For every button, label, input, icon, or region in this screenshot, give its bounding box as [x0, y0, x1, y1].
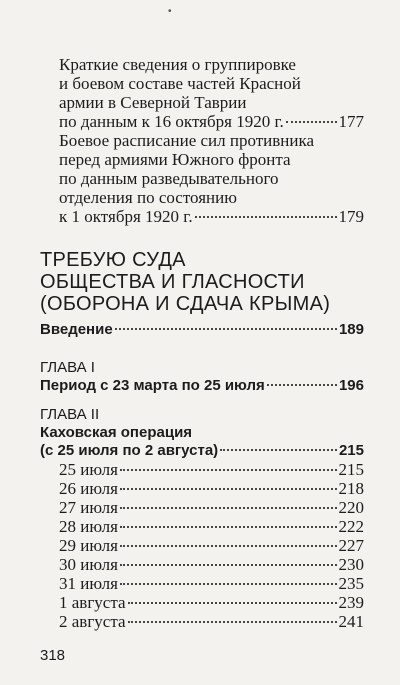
page-ref: 177 [338, 112, 364, 131]
date-label: 30 июля [59, 555, 118, 574]
entry-line: и боевом составе частей Красной [59, 74, 301, 93]
entry-line: Краткие сведения о группировке [59, 55, 296, 74]
page-ref: 215 [338, 442, 364, 459]
list-item [59, 555, 364, 574]
dot-leader [120, 469, 337, 471]
part-title-line: ОБЩЕСТВА И ГЛАСНОСТИ [40, 271, 305, 293]
page-ref: 179 [338, 207, 364, 226]
chapter-heading: ГЛАВА I [40, 359, 95, 376]
page-ref: 196 [338, 377, 364, 394]
dot-leader [120, 583, 337, 585]
page-number: 318 [40, 647, 66, 664]
list-item [59, 460, 364, 479]
page-ref: 218 [338, 479, 364, 498]
entry-line: к 1 октября 1920 г. [59, 207, 193, 226]
dot-leader [128, 621, 337, 623]
entry-title: Введение [40, 321, 113, 338]
list-item [59, 517, 364, 536]
entry-last-line [59, 207, 364, 226]
dot-leader [120, 488, 337, 490]
chapter-heading: ГЛАВА II [40, 406, 100, 423]
page-ref: 235 [338, 574, 364, 593]
date-label: 29 июля [59, 536, 118, 555]
page-ref: 189 [338, 321, 364, 338]
dot-leader [195, 216, 337, 218]
toc-entry-introduction [40, 321, 364, 339]
dot-leader [120, 526, 337, 528]
dot-leader [115, 328, 337, 330]
part-title-line: ТРЕБУЮ СУДА [40, 249, 186, 271]
date-label: 1 августа [59, 593, 126, 612]
dot-leader [286, 121, 337, 123]
toc-entry-chapter-1 [40, 359, 364, 395]
entry-title: Период с 23 марта по 25 июля [40, 377, 265, 394]
date-label: 31 июля [59, 574, 118, 593]
date-label: 28 июля [59, 517, 118, 536]
date-label: 25 июля [59, 460, 118, 479]
dot-leader [120, 507, 337, 509]
page-ref: 215 [338, 460, 364, 479]
entry-line: перед армиями Южного фронта [59, 150, 291, 169]
toc-entry-chapter-2 [40, 406, 364, 460]
list-item [59, 612, 364, 631]
dot-leader [220, 449, 337, 451]
date-label: 26 июля [59, 479, 118, 498]
date-label: 27 июля [59, 498, 118, 517]
page-ref: 227 [338, 536, 364, 555]
entry-last-line [59, 112, 364, 131]
dot-leader [267, 384, 337, 386]
toc-entry-battle-schedule [59, 131, 364, 226]
entry-line: отделения по состоянию [59, 188, 237, 207]
entry-title: (с 25 июля по 2 августа) [40, 442, 219, 459]
page-ref: 230 [338, 555, 364, 574]
date-label: 2 августа [59, 612, 126, 631]
page-ref: 222 [338, 517, 364, 536]
list-item [59, 479, 364, 498]
page-ref: 241 [338, 612, 364, 631]
entry-line: по данным разведывательного [59, 169, 279, 188]
intro-entries [59, 55, 364, 226]
part-title-line: (ОБОРОНА И СДАЧА КРЫМА) [40, 293, 331, 315]
page-ref: 239 [338, 593, 364, 612]
entry-line: по данным к 16 октября 1920 г. [59, 112, 284, 131]
dot-leader [120, 545, 337, 547]
date-list [59, 460, 364, 631]
dot-leader [120, 564, 337, 566]
list-item [59, 593, 364, 612]
top-mark: • [168, 6, 172, 17]
toc-entry-group-composition [59, 55, 364, 131]
list-item [59, 536, 364, 555]
entry-line: Боевое расписание сил противника [59, 131, 315, 150]
list-item [59, 498, 364, 517]
page-ref: 220 [338, 498, 364, 517]
entry-line: армии в Северной Таврии [59, 93, 247, 112]
entry-title: Каховская операция [40, 424, 193, 441]
part-title [40, 249, 370, 315]
list-item [59, 574, 364, 593]
dot-leader [128, 602, 337, 604]
